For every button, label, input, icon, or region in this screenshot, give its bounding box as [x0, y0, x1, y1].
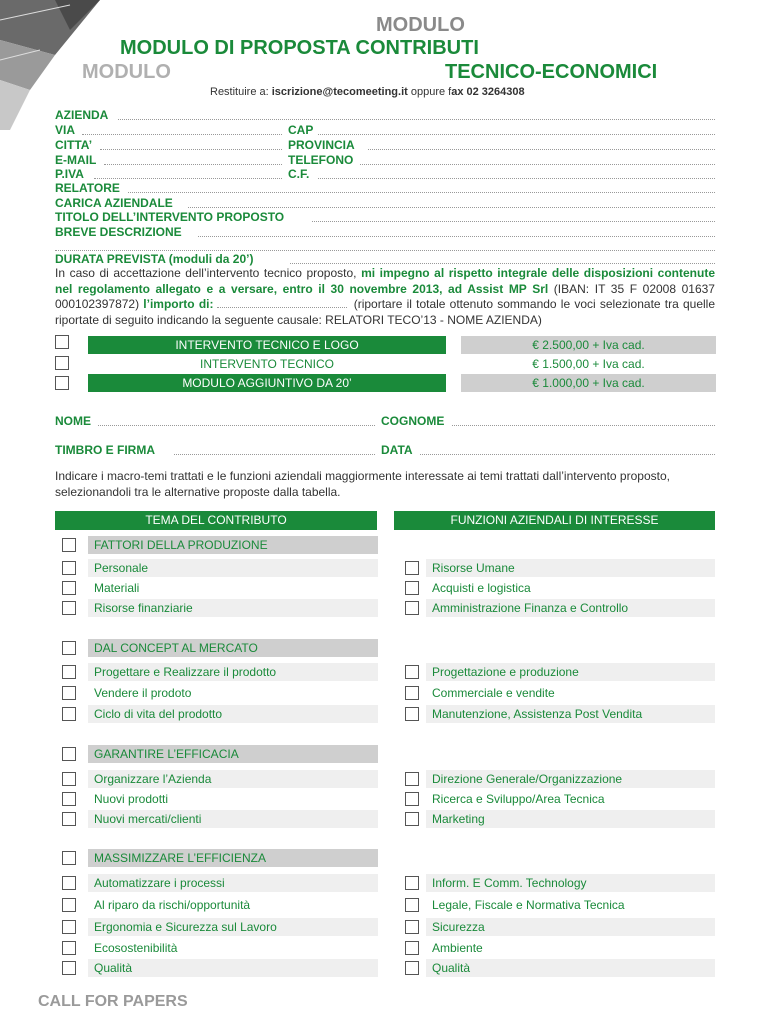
theme-item: Personale [88, 559, 378, 577]
function-checkbox[interactable] [405, 707, 419, 721]
topic-title: FATTORI DELLA PRODUZIONE [88, 536, 378, 554]
function-item: Sicurezza [426, 918, 715, 936]
theme-item: Ecosostenibilità [94, 941, 178, 955]
field-cognome[interactable] [452, 416, 715, 426]
option-label: INTERVENTO TECNICO E LOGO [88, 336, 446, 354]
theme-checkbox[interactable] [62, 876, 76, 890]
topic-checkbox[interactable] [62, 851, 76, 865]
field-provincia[interactable] [368, 140, 715, 150]
function-checkbox[interactable] [405, 581, 419, 595]
field-telefono[interactable] [360, 155, 715, 165]
theme-checkbox[interactable] [62, 812, 76, 826]
topic-checkbox[interactable] [62, 641, 76, 655]
function-item: Manutenzione, Assistenza Post Vendita [426, 705, 715, 723]
field-citta[interactable] [100, 140, 282, 150]
return-fax: ax 02 3264308 [451, 86, 525, 98]
theme-checkbox[interactable] [62, 961, 76, 975]
function-checkbox[interactable] [405, 665, 419, 679]
function-checkbox[interactable] [405, 920, 419, 934]
function-item: Marketing [426, 810, 715, 828]
field-descrizione[interactable] [198, 227, 715, 237]
table-header-left: TEMA DEL CONTRIBUTO [55, 511, 377, 530]
field-via[interactable] [82, 125, 282, 135]
theme-item: Risorse finanziarie [88, 599, 378, 617]
field-descrizione-line2[interactable] [55, 241, 715, 251]
label-cf: C.F. [288, 167, 310, 181]
theme-item: Nuovi mercati/clienti [88, 810, 378, 828]
label-nome: NOME [55, 414, 91, 428]
label-timbro: TIMBRO E FIRMA [55, 443, 155, 457]
function-item: Ambiente [432, 941, 483, 955]
function-checkbox[interactable] [405, 898, 419, 912]
theme-checkbox[interactable] [62, 792, 76, 806]
theme-item: Qualità [88, 959, 378, 977]
agreement-amount-field[interactable] [217, 307, 347, 308]
modulo-top: MODULO [376, 14, 465, 36]
topic-checkbox[interactable] [62, 538, 76, 552]
function-item: Progettazione e produzione [426, 663, 715, 681]
option-checkbox[interactable] [55, 335, 69, 349]
label-titolo: TITOLO DELL’INTERVENTO PROPOSTO [55, 210, 285, 224]
function-item: Inform. E Comm. Technology [426, 874, 715, 892]
theme-checkbox[interactable] [62, 772, 76, 786]
field-cf[interactable] [318, 169, 715, 179]
function-checkbox[interactable] [405, 941, 419, 955]
return-mid: oppure f [407, 86, 452, 98]
function-item: Qualità [426, 959, 715, 977]
theme-item: Al riparo da rischi/opportunità [94, 898, 251, 912]
function-item: Acquisti e logistica [432, 581, 531, 595]
field-azienda[interactable] [118, 110, 715, 120]
field-carica[interactable] [188, 198, 715, 208]
agreement-p5: (riportare il totale ottenuto sommando le voci selezionate tra quelle riportate di seguito indicando la seguente causale: RELATORI TECO’13 - NOME AZIENDA) [55, 297, 716, 327]
option-price: € 2.500,00 + Iva cad. [461, 336, 716, 354]
function-checkbox[interactable] [405, 876, 419, 890]
function-checkbox[interactable] [405, 961, 419, 975]
topic-title: DAL CONCEPT AL MERCATO [88, 639, 378, 657]
theme-checkbox[interactable] [62, 665, 76, 679]
theme-item: Ciclo di vita del prodotto [88, 705, 378, 723]
label-citta: CITTA’ [55, 138, 93, 152]
agreement-text [55, 266, 715, 328]
theme-checkbox[interactable] [62, 941, 76, 955]
label-cognome: COGNOME [381, 414, 445, 428]
option-checkbox[interactable] [55, 376, 69, 390]
label-cap: CAP [288, 123, 314, 137]
agreement-p1: In caso di accettazione dell’intervento tecnico proposto, [55, 266, 362, 280]
option-price: € 1.500,00 + Iva cad. [461, 355, 716, 373]
function-checkbox[interactable] [405, 561, 419, 575]
theme-checkbox[interactable] [62, 686, 76, 700]
theme-checkbox[interactable] [62, 581, 76, 595]
option-price: € 1.000,00 + Iva cad. [461, 374, 716, 392]
footer-call-for-papers: CALL FOR PAPERS [38, 993, 188, 1010]
field-durata[interactable] [290, 254, 715, 264]
field-email[interactable] [104, 155, 282, 165]
label-azienda: AZIENDA [55, 108, 109, 122]
option-checkbox[interactable] [55, 356, 69, 370]
label-durata: DURATA PREVISTA (moduli da 20’) [55, 252, 254, 266]
theme-checkbox[interactable] [62, 601, 76, 615]
function-checkbox[interactable] [405, 812, 419, 826]
function-item: Legale, Fiscale e Normativa Tecnica [432, 898, 625, 912]
theme-item: Nuovi prodotti [94, 792, 169, 806]
theme-checkbox[interactable] [62, 707, 76, 721]
label-via: VIA [55, 123, 76, 137]
label-data: DATA [381, 443, 413, 457]
topic-checkbox[interactable] [62, 747, 76, 761]
theme-item: Ergonomia e Sicurezza sul Lavoro [88, 918, 378, 936]
field-nome[interactable] [98, 416, 375, 426]
instructions-text: Indicare i macro-temi trattati e le funzioni aziendali maggiormente interessate ai temi trattati dall’intervento proposto, selezionandoli tra le alternative proposte dalla tabella. [55, 469, 670, 499]
return-info [210, 86, 525, 98]
table-header-right: FUNZIONI AZIENDALI DI INTERESSE [394, 511, 715, 530]
option-label: INTERVENTO TECNICO [199, 357, 335, 371]
theme-checkbox[interactable] [62, 898, 76, 912]
field-piva[interactable] [94, 169, 282, 179]
topic-title: GARANTIRE L’EFFICACIA [88, 745, 378, 763]
function-checkbox[interactable] [405, 792, 419, 806]
label-carica: CARICA AZIENDALE [55, 196, 173, 210]
function-item: Risorse Umane [426, 559, 715, 577]
theme-checkbox[interactable] [62, 561, 76, 575]
label-telefono: TELEFONO [288, 153, 354, 167]
function-checkbox[interactable] [405, 686, 419, 700]
field-data[interactable] [420, 445, 715, 455]
label-relatore: RELATORE [55, 181, 120, 195]
agreement-amount-label: l’importo di: [143, 297, 214, 311]
return-prefix: Restituire a: [210, 86, 272, 98]
page-title-line1: MODULO DI PROPOSTA CONTRIBUTI [120, 37, 479, 59]
return-email: iscrizione@tecomeeting.it [271, 86, 408, 98]
label-provincia: PROVINCIA [288, 138, 355, 152]
function-checkbox[interactable] [405, 601, 419, 615]
theme-item: Vendere il prodoto [94, 686, 192, 700]
function-item: Ricerca e Sviluppo/Area Tecnica [432, 792, 605, 806]
option-label: MODULO AGGIUNTIVO DA 20’ [88, 374, 446, 392]
page-title-line2: TECNICO-ECONOMICI [445, 61, 658, 83]
theme-item: Organizzare l’Azienda [88, 770, 378, 788]
agreement-iban: (IBAN: IT 35 F 02008 01637 000102397872) [55, 281, 715, 311]
theme-item: Materiali [94, 581, 140, 595]
function-item: Commerciale e vendite [432, 686, 555, 700]
function-checkbox[interactable] [405, 772, 419, 786]
topic-title: MASSIMIZZARE L’EFFICIENZA [88, 849, 378, 867]
modulo-left: MODULO [82, 61, 171, 83]
label-descrizione: BREVE DESCRIZIONE [55, 225, 182, 239]
field-timbro[interactable] [174, 445, 375, 455]
theme-item: Automatizzare i processi [88, 874, 378, 892]
theme-checkbox[interactable] [62, 920, 76, 934]
field-cap[interactable] [318, 125, 715, 135]
label-piva: P.IVA [55, 167, 84, 181]
function-item: Direzione Generale/Organizzazione [426, 770, 715, 788]
label-email: E-MAIL [55, 153, 97, 167]
theme-item: Progettare e Realizzare il prodotto [88, 663, 378, 681]
field-relatore[interactable] [128, 183, 715, 193]
field-titolo[interactable] [312, 212, 715, 222]
function-item: Amministrazione Finanza e Controllo [426, 599, 715, 617]
agreement-commitment: mi impegno al rispetto integrale delle disposizioni contenute nel regolamento allegato e a versare, entro il 30 novembre 2013, ad Assist MP Srl [55, 266, 715, 296]
